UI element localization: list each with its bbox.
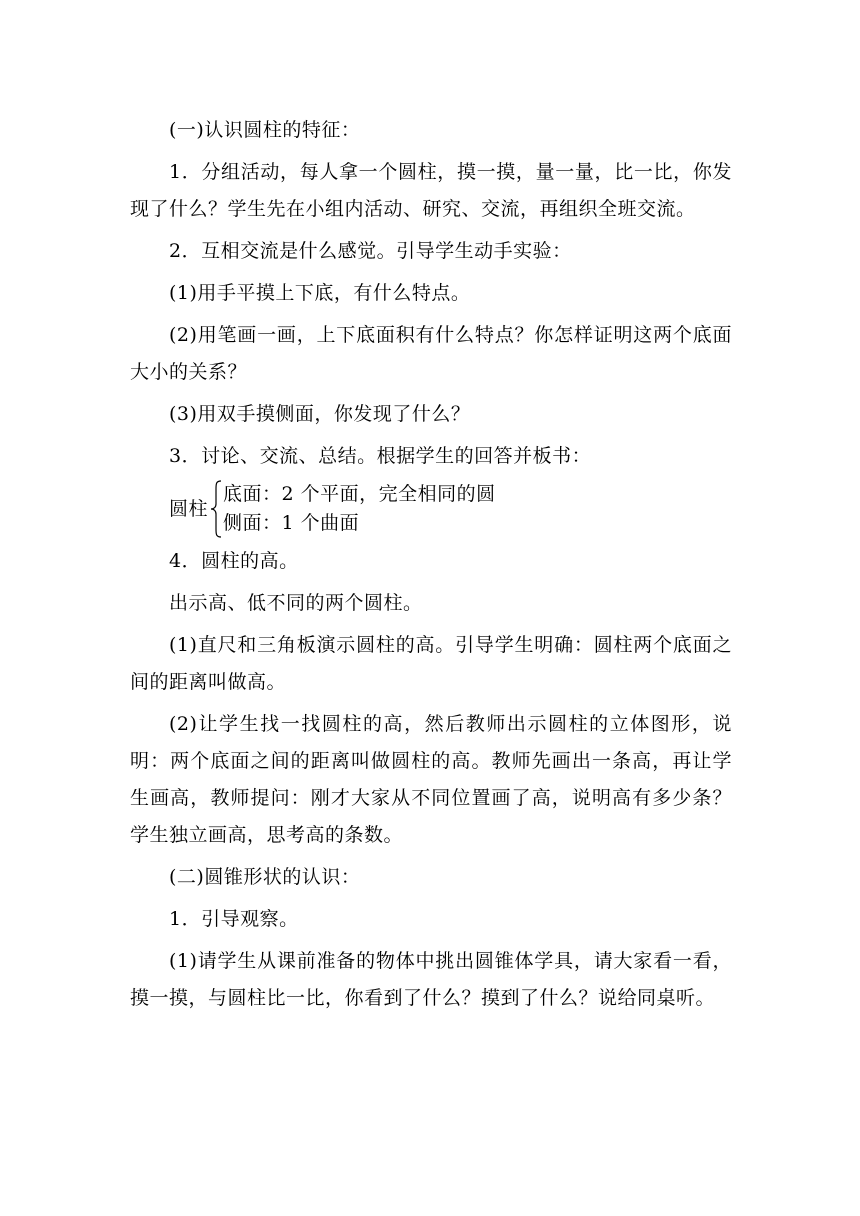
brace-line-side: 侧面：1 个曲面 — [223, 512, 360, 534]
paragraph-cone-compare: (1)请学生从课前准备的物体中挑出圆锥体学具，请大家看一看，摸一摸，与圆柱比一比，你看到了什么？摸到了什么？说给同桌听。 — [130, 950, 732, 1009]
paragraph-sub-1: (1)用手平摸上下底，有什么特点。 — [169, 282, 471, 304]
paragraph-height-find: (2)让学生找一找圆柱的高，然后教师出示圆柱的立体图形，说明：两个底面之间的距离叫做圆柱的高。教师先画出一条高，再让学生画高，教师提问：刚才大家从不同位置画了高，说明高有多少条？学生独立画高，思考高的条数。 — [130, 713, 732, 846]
paragraph-step-4: 4．圆柱的高。 — [169, 550, 299, 572]
paragraph-step-3: 3．讨论、交流、总结。根据学生的回答并板书： — [169, 445, 592, 467]
brace-lines — [223, 480, 496, 538]
paragraph-sub-3: (3)用双手摸侧面，你发现了什么？ — [169, 403, 471, 425]
paragraph-sub-2: (2)用笔画一画，上下底面积有什么特点？你怎样证明这两个底面大小的关系？ — [130, 324, 732, 383]
curly-brace-icon — [210, 480, 222, 538]
document-body — [130, 112, 732, 1017]
section-heading-cone: (二)圆锥形状的认识： — [169, 866, 361, 888]
paragraph-observe: 1．引导观察。 — [169, 908, 299, 930]
paragraph-show-cylinders: 出示高、低不同的两个圆柱。 — [169, 592, 423, 614]
brace-line-base: 底面：2 个平面，完全相同的圆 — [223, 483, 496, 505]
board-writing-brace — [169, 480, 732, 538]
paragraph-step-2: 2．互相交流是什么感觉。引导学生动手实验： — [169, 240, 572, 262]
paragraph-height-demo: (1)直尺和三角板演示圆柱的高。引导学生明确：圆柱两个底面之间的距离叫做高。 — [130, 634, 732, 693]
paragraph-step-1: 1．分组活动，每人拿一个圆柱，摸一摸，量一量，比一比，你发现了什么？学生先在小组内活动、研究、交流，再组织全班交流。 — [130, 161, 732, 220]
section-heading-cylinder: (一)认识圆柱的特征： — [169, 119, 361, 141]
brace-label: 圆柱 — [169, 498, 209, 520]
